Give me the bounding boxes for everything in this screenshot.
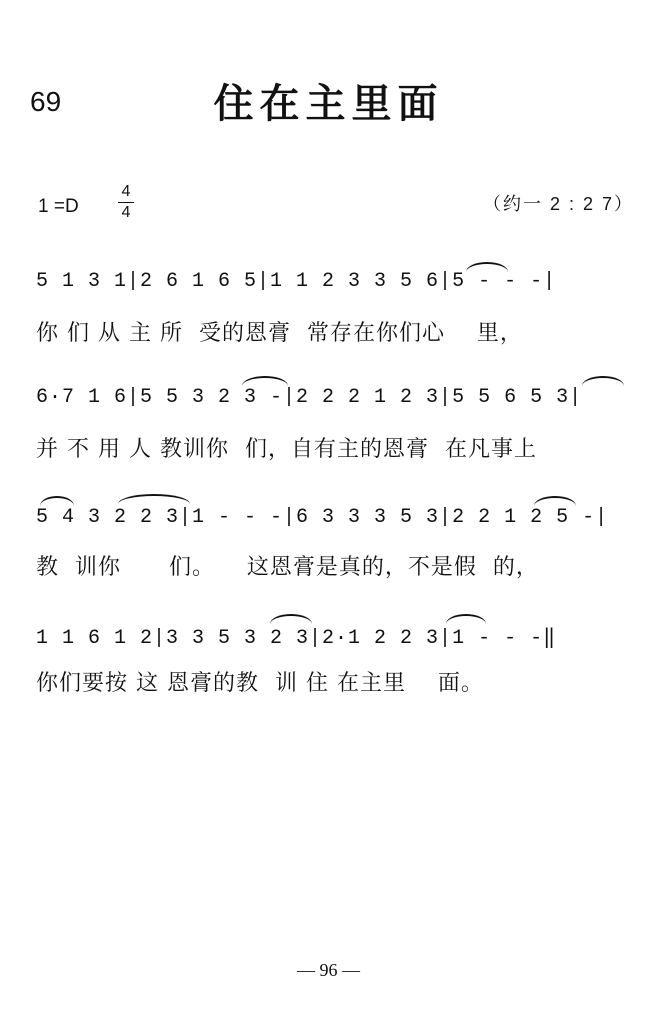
lyrics-line-4: 你们要按 这 恩膏的教 训 住 在主里 面。 [36,671,484,696]
lyrics-line-2: 并 不 用 人 教训你 们，自有主的恩膏 在凡事上 [36,437,537,462]
notation-line-1: 5 1 3 1|2 6 1 6 5|1 1 2 3 3 5 6|5 - - -| [36,270,557,293]
slur-mark [534,496,576,506]
lyrics-line-1: 你 们 从 主 所 受的恩膏 常存在你们心 里， [36,321,523,346]
key-signature: 1 =D [38,196,79,217]
time-signature-bottom: 4 [121,204,131,221]
slur-mark [40,496,74,506]
slur-mark [582,376,624,386]
slur-mark [446,614,486,624]
time-signature-top: 4 [121,183,131,200]
hymn-title: 住在主里面 [213,80,444,127]
scripture-reference: （约一 2 : 2 7） [483,194,635,214]
page-number: — 96 — [297,960,360,980]
time-signature [117,182,135,223]
slur-mark [270,614,312,624]
hymn-number: 69 [30,86,62,117]
notation-line-4: 1 1 6 1 2|3 3 5 3 2 3|2·1 2 2 3|1 - - -‖ [36,627,557,650]
notation-line-2: 6·7 1 6|5 5 3 2 3 -|2 2 2 1 2 3|5 5 6 5 3| [36,386,583,409]
notation-line-3: 5 4 3 2 2 3|1 - - -|6 3 3 3 5 3|2 2 1 2 5 -| [36,506,609,529]
slur-mark [118,494,190,504]
slur-mark [242,376,288,386]
lyrics-line-3: 教 训你 们。 这恩膏是真的，不是假 的， [36,555,539,580]
